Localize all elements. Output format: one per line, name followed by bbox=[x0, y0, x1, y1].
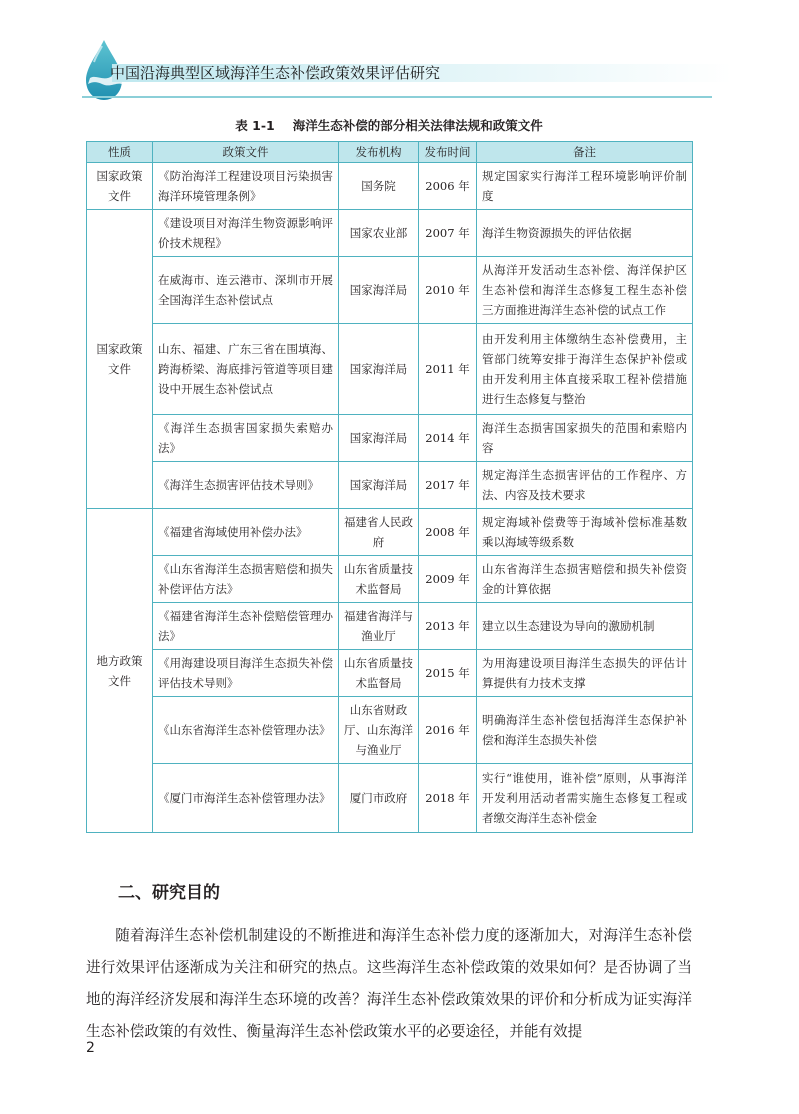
table-row bbox=[87, 603, 693, 650]
category-cell: 国家政策文件 bbox=[87, 163, 153, 210]
document-cell: 《山东省海洋生态损害赔偿和损失补偿评估方法》 bbox=[153, 556, 339, 603]
document-cell: 《海洋生态损害评估技术导则》 bbox=[153, 462, 339, 509]
issuer-cell: 福建省海洋与渔业厅 bbox=[339, 603, 419, 650]
year-cell: 2014 年 bbox=[419, 415, 477, 462]
table-row bbox=[87, 210, 693, 257]
year-cell: 2008 年 bbox=[419, 509, 477, 556]
note-cell: 实行“谁使用，谁补偿”原则，从事海洋开发利用活动者需实施生态修复工程或者缴交海洋生态补偿金 bbox=[477, 764, 693, 833]
year-cell: 2015 年 bbox=[419, 650, 477, 697]
running-title: 中国沿海典型区域海洋生态补偿政策效果评估研究 bbox=[110, 64, 441, 82]
issuer-cell: 国务院 bbox=[339, 163, 419, 210]
body-paragraph: 随着海洋生态补偿机制建设的不断推进和海洋生态补偿力度的逐渐加大，对海洋生态补偿进行效果评估逐渐成为关注和研究的热点。这些海洋生态补偿政策的效果如何？是否协调了当地的海洋经济发展和海洋生态环境的改善？海洋生态补偿政策效果的评价和分析成为证实海洋生态补偿政策的有效性、衡量海洋生态补偿政策水平的必要途径，并能有效提 bbox=[86, 927, 692, 1040]
note-cell: 建立以生态建设为导向的激励机制 bbox=[477, 603, 693, 650]
document-cell: 在威海市、连云港市、深圳市开展全国海洋生态补偿试点 bbox=[153, 257, 339, 324]
column-header: 发布机构 bbox=[339, 142, 419, 163]
policy-table bbox=[86, 141, 693, 833]
table-row bbox=[87, 556, 693, 603]
table-number: 表 1-1 bbox=[235, 118, 275, 133]
table-row bbox=[87, 764, 693, 833]
note-cell: 明确海洋生态补偿包括海洋生态保护补偿和海洋生态损失补偿 bbox=[477, 697, 693, 764]
issuer-cell: 国家海洋局 bbox=[339, 257, 419, 324]
table-row bbox=[87, 257, 693, 324]
issuer-cell: 厦门市政府 bbox=[339, 764, 419, 833]
document-cell: 《厦门市海洋生态补偿管理办法》 bbox=[153, 764, 339, 833]
issuer-cell: 山东省质量技术监督局 bbox=[339, 650, 419, 697]
document-cell: 《建设项目对海洋生物资源影响评价技术规程》 bbox=[153, 210, 339, 257]
document-cell: 《福建省海洋生态补偿赔偿管理办法》 bbox=[153, 603, 339, 650]
category-cell: 国家政策文件 bbox=[87, 210, 153, 509]
document-cell: 《用海建设项目海洋生态损失补偿评估技术导则》 bbox=[153, 650, 339, 697]
year-cell: 2007 年 bbox=[419, 210, 477, 257]
year-cell: 2018 年 bbox=[419, 764, 477, 833]
section-heading: 二、研究目的 bbox=[118, 883, 220, 903]
issuer-cell: 国家海洋局 bbox=[339, 415, 419, 462]
note-cell: 海洋生物资源损失的评估依据 bbox=[477, 210, 693, 257]
note-cell: 规定国家实行海洋工程环境影响评价制度 bbox=[477, 163, 693, 210]
note-cell: 规定海域补偿费等于海域补偿标准基数乘以海域等级系数 bbox=[477, 509, 693, 556]
column-header: 性质 bbox=[87, 142, 153, 163]
running-header bbox=[0, 0, 799, 110]
document-cell: 《山东省海洋生态补偿管理办法》 bbox=[153, 697, 339, 764]
table-row bbox=[87, 415, 693, 462]
issuer-cell: 国家农业部 bbox=[339, 210, 419, 257]
column-header: 政策文件 bbox=[153, 142, 339, 163]
column-header: 备注 bbox=[477, 142, 693, 163]
table-row bbox=[87, 324, 693, 415]
year-cell: 2009 年 bbox=[419, 556, 477, 603]
document-cell: 《福建省海域使用补偿办法》 bbox=[153, 509, 339, 556]
year-cell: 2010 年 bbox=[419, 257, 477, 324]
year-cell: 2006 年 bbox=[419, 163, 477, 210]
table-row bbox=[87, 163, 693, 210]
note-cell: 规定海洋生态损害评估的工作程序、方法、内容及技术要求 bbox=[477, 462, 693, 509]
document-cell: 《海洋生态损害国家损失索赔办法》 bbox=[153, 415, 339, 462]
column-header: 发布时间 bbox=[419, 142, 477, 163]
table-title: 海洋生态补偿的部分相关法律法规和政策文件 bbox=[292, 118, 543, 133]
table-header-row bbox=[87, 142, 693, 163]
issuer-cell: 国家海洋局 bbox=[339, 462, 419, 509]
issuer-cell: 国家海洋局 bbox=[339, 324, 419, 415]
table-row bbox=[87, 697, 693, 764]
year-cell: 2011 年 bbox=[419, 324, 477, 415]
page-number: 2 bbox=[86, 1040, 95, 1056]
table-row bbox=[87, 462, 693, 509]
note-cell: 海洋生态损害国家损失的范围和索赔内容 bbox=[477, 415, 693, 462]
document-cell: 《防治海洋工程建设项目污染损害海洋环境管理条例》 bbox=[153, 163, 339, 210]
note-cell: 从海洋开发活动生态补偿、海洋保护区生态补偿和海洋生态修复工程生态补偿三方面推进海洋生态补偿的试点工作 bbox=[477, 257, 693, 324]
issuer-cell: 山东省财政厅、山东海洋与渔业厅 bbox=[339, 697, 419, 764]
note-cell: 由开发利用主体缴纳生态补偿费用，主管部门统筹安排于海洋生态保护补偿或由开发利用主体直接采取工程补偿措施进行生态修复与整治 bbox=[477, 324, 693, 415]
category-cell: 地方政策文件 bbox=[87, 509, 153, 833]
table-caption bbox=[86, 116, 692, 134]
note-cell: 山东省海洋生态损害赔偿和损失补偿资金的计算依据 bbox=[477, 556, 693, 603]
document-cell: 山东、福建、广东三省在围填海、跨海桥梁、海底排污管道等项目建设中开展生态补偿试点 bbox=[153, 324, 339, 415]
note-cell: 为用海建设项目海洋生态损失的评估计算提供有力技术支撑 bbox=[477, 650, 693, 697]
year-cell: 2017 年 bbox=[419, 462, 477, 509]
header-rule bbox=[82, 96, 712, 98]
year-cell: 2016 年 bbox=[419, 697, 477, 764]
table-row bbox=[87, 509, 693, 556]
table-row bbox=[87, 650, 693, 697]
issuer-cell: 福建省人民政府 bbox=[339, 509, 419, 556]
issuer-cell: 山东省质量技术监督局 bbox=[339, 556, 419, 603]
year-cell: 2013 年 bbox=[419, 603, 477, 650]
